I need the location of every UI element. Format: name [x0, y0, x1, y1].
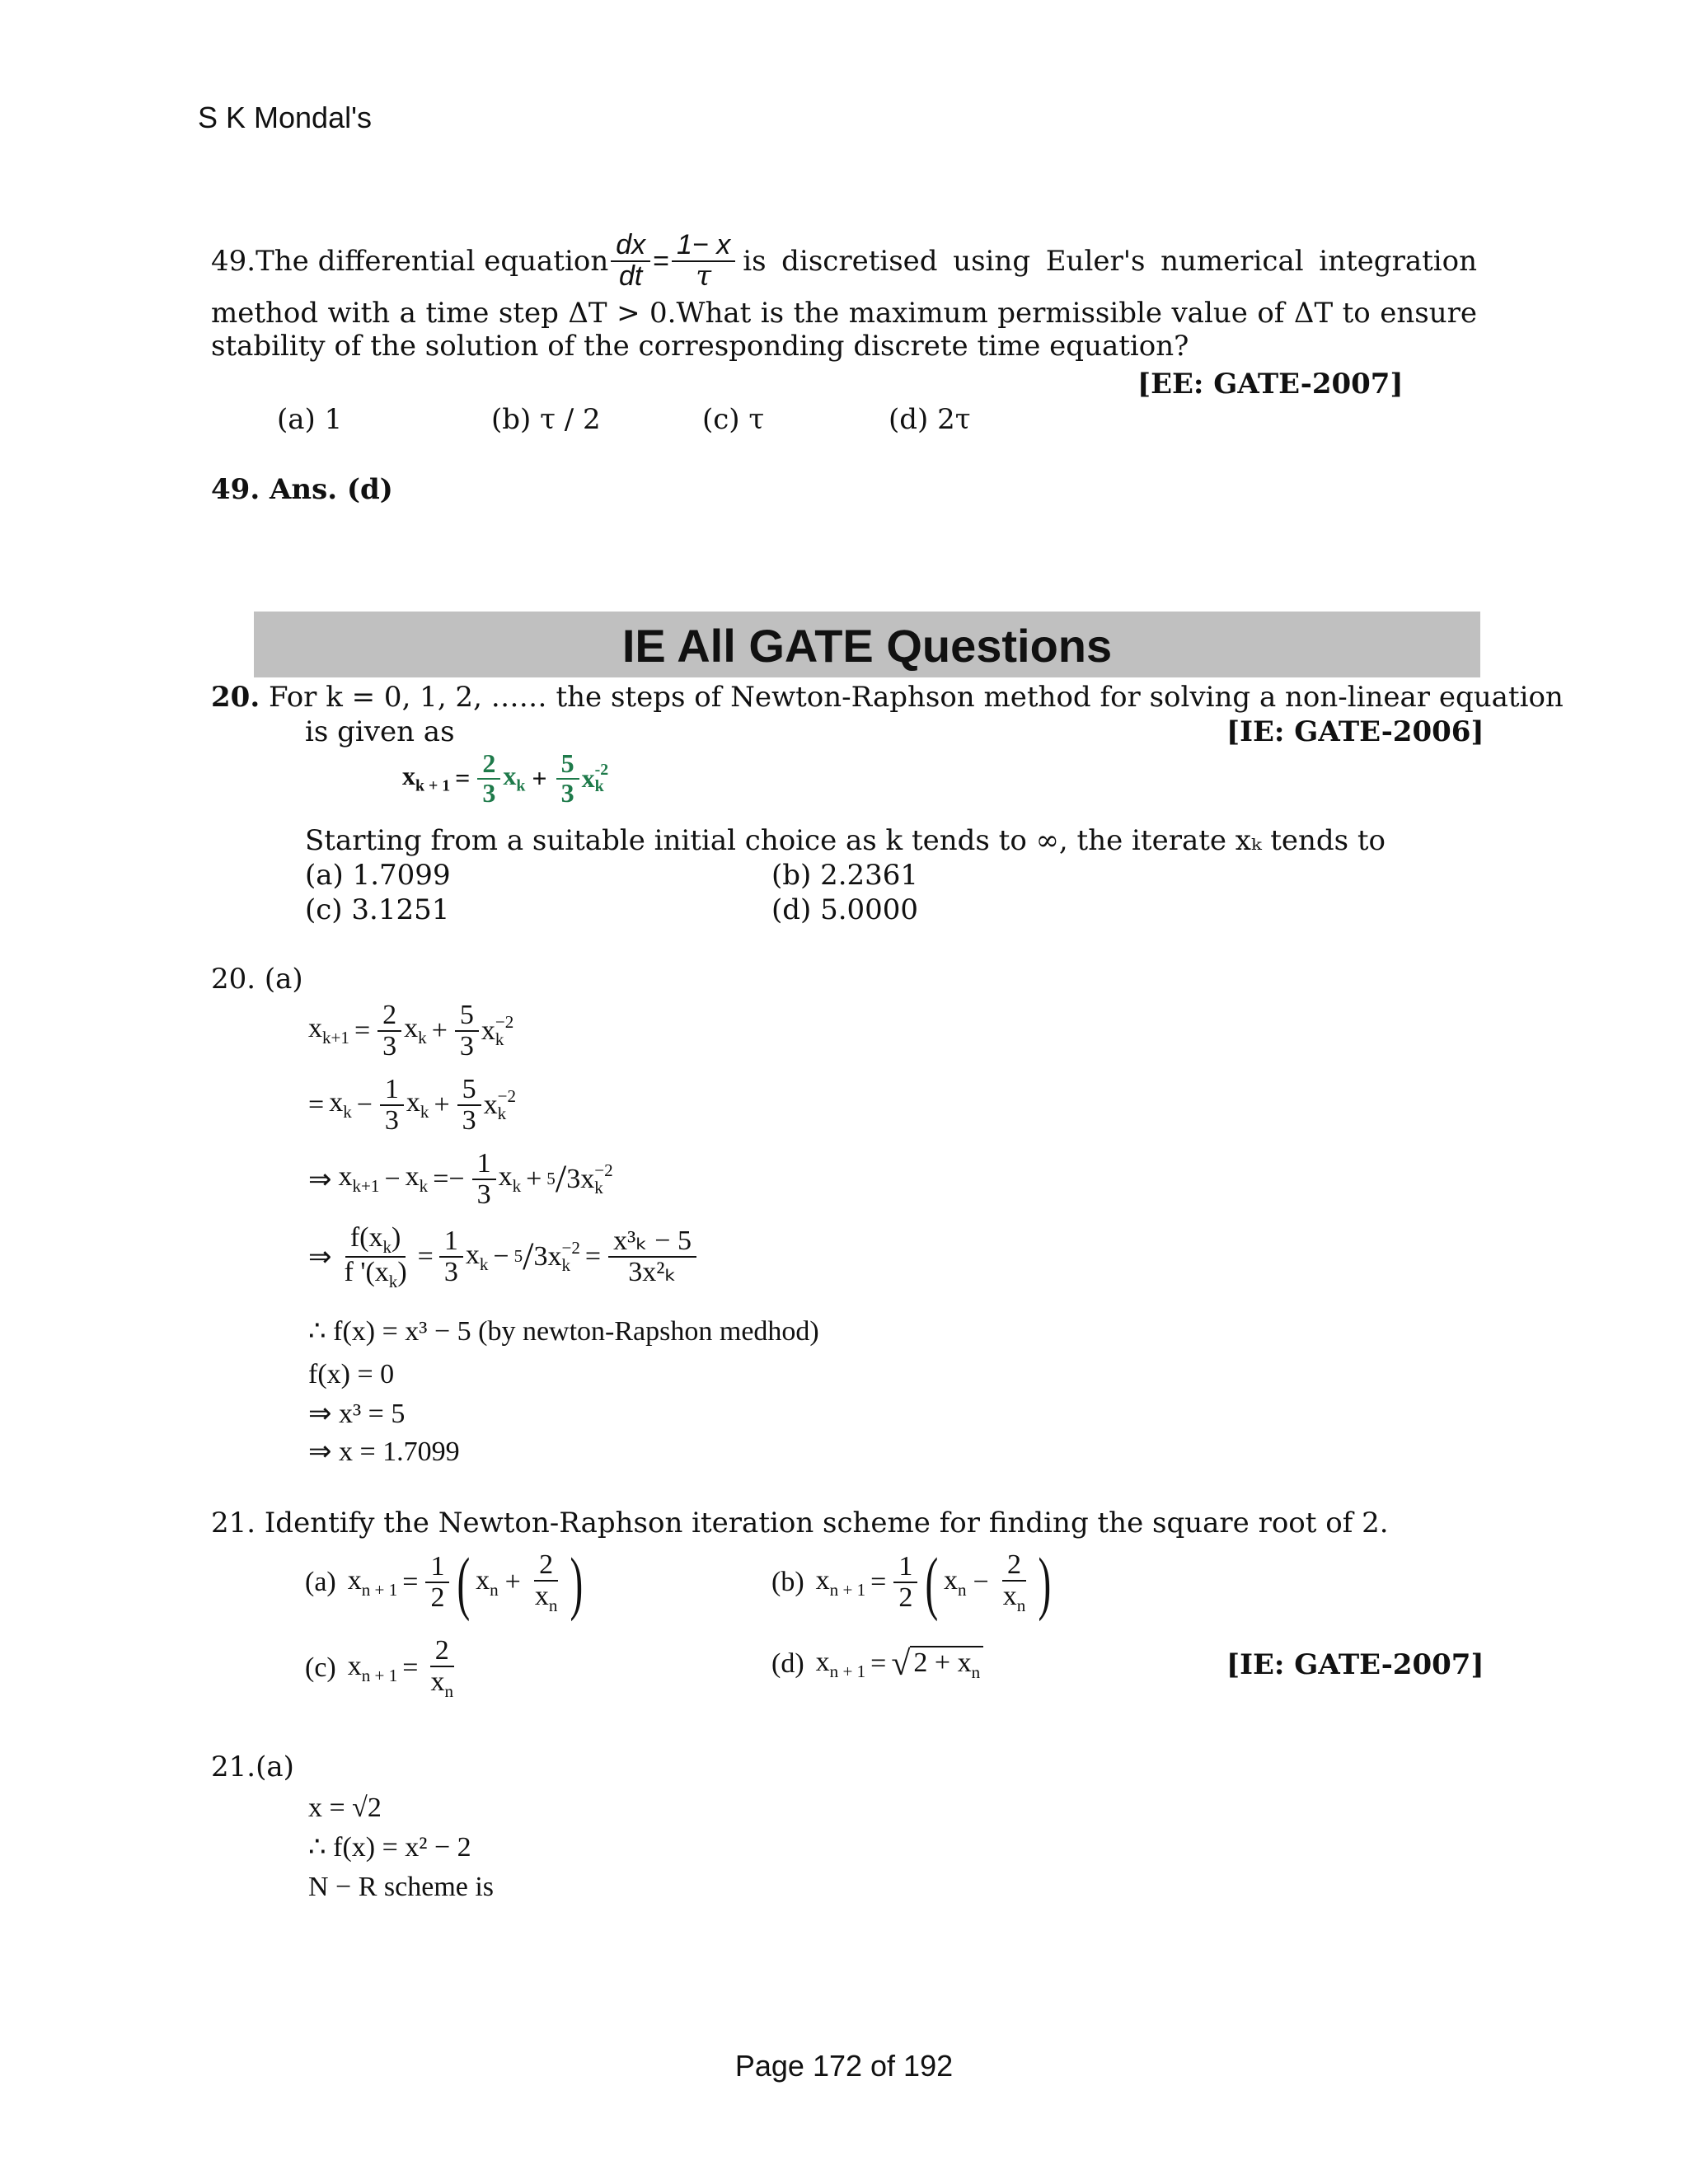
q20-text: For k = 0, 1, 2, …… the steps of Newton-Raphson method for solving a non-linear equation [268, 681, 1564, 714]
q20-formula-lhs: $x_{k + 1}$ [402, 761, 451, 795]
q49-line3: stability of the solution of the corresponding discrete time equation? [211, 330, 1189, 363]
header-author: S K Mondal's [198, 101, 372, 134]
q49-option-c: (c) τ [702, 403, 765, 436]
sol20-x: x [308, 1013, 322, 1044]
sol21-line2: ∴ f(x) = x² − 2 [308, 1832, 471, 1863]
q20-option-c: (c) 3.1251 [305, 893, 450, 926]
q49-equation [608, 231, 738, 291]
sol20-step3: ⇒ $x_{k+1}$ − $x_k$ =− $\frac{1}{3}$ $x_k$ + 5 / 3 x −2 k [308, 1148, 613, 1210]
q20-option-d: (d) 5.0000 [771, 893, 919, 926]
q49-rhs-den: τ [696, 260, 712, 293]
q49-option-b: (b) τ / 2 [491, 403, 601, 436]
sol20-line5: ∴ f(x) = x³ − 5 (by newton-Rapshon medhod) [308, 1316, 819, 1347]
q49-rhs-num: 1− x [672, 231, 735, 262]
q49-eq: = [653, 246, 669, 277]
q49-line2: method with a time step ΔT > 0.What is the maximum permissible value of ΔT to ensure [211, 297, 1477, 330]
q20-formula-t1: $x_k$ [503, 761, 526, 795]
sol20-line7: ⇒ x³ = 5 [308, 1399, 406, 1429]
q21-tag: [IE: GATE-2007] [1226, 1648, 1484, 1681]
q21-option-b: (b) $x_{n + 1}$ = $\frac{1}{2}$ ( $x_n$ − $\frac{2}{x_n}$ ) [771, 1543, 1052, 1622]
q49-option-d: (d) 2τ [889, 403, 971, 436]
q20-formula-c1-den: 3 [482, 777, 496, 808]
q49-pre: The differential equation [256, 245, 609, 278]
sol20-step1: $x_{k+1}$ = $\frac{2}{3}$ $x_k$ + $\frac{5}{3}$ x −2 k [308, 1000, 514, 1062]
q49-answer: 49. Ans. (d) [211, 473, 393, 506]
sol21-line1: x = √2 [308, 1793, 382, 1823]
q20-option-a: (a) 1.7099 [305, 859, 451, 892]
sol20-line6: f(x) = 0 [308, 1359, 395, 1390]
q20-formula-eq: = [455, 763, 471, 794]
q20-tag: [IE: GATE-2006] [1226, 715, 1484, 748]
sol20-step2: = $x_k$ − $\frac{1}{3}$ $x_k$ + $\frac{5}{3}$ x −2 k [308, 1074, 517, 1136]
q49-option-a: (a) 1 [277, 403, 343, 436]
question-49 [211, 229, 1477, 363]
section-title: IE All GATE Questions [621, 620, 1113, 672]
q21-option-d: (d) $x_{n + 1}$ = √ $2 + x_n$ [771, 1642, 983, 1686]
q20-formula-t2: x -2 k [581, 760, 609, 795]
q21-option-c: (c) $x_{n + 1}$ = $\frac{2}{x_n}$ [305, 1635, 453, 1701]
page-number: Page 172 of 192 [734, 2049, 954, 2083]
sol20-step4: ⇒ $\frac{f(x_k)}{f '(x_k)}$ = $\frac{1}{3}$ $x_k$ − 5 / 3 x −2 k = $\frac{\text{x³ₖ − 5}}{\text{3x²ₖ}}$ [308, 1223, 699, 1291]
sol21-line3: N − R scheme is [308, 1872, 495, 1902]
q21-text: 21. Identify the Newton-Raphson iteration scheme for finding the square root of 2. [211, 1507, 1389, 1540]
q20-line2: is given as [305, 715, 455, 748]
q49-number: 49. [211, 245, 256, 278]
q20-number: 20. [211, 681, 260, 714]
q49-lhs-num: dx [611, 231, 650, 262]
q20-formula-c2-den: 3 [560, 777, 574, 808]
q20-line1 [211, 681, 1564, 714]
q20-option-b: (b) 2.2361 [771, 859, 919, 892]
q20-formula-plus: + [532, 763, 547, 794]
q49-tag: [EE: GATE-2007] [1137, 368, 1404, 401]
q20-line3: Starting from a suitable initial choice as k tends to ∞, the iterate xₖ tends to [305, 824, 1386, 857]
q21-option-a: (a) $x_{n + 1}$ = $\frac{1}{2}$ ( $x_n$ + $\frac{2}{x_n}$ ) [305, 1543, 584, 1622]
q49-lhs-den: dt [619, 260, 643, 292]
q20-formula-c2-num: 5 [556, 750, 579, 780]
sol20-eq: = [354, 1015, 371, 1046]
sol20-line8: ⇒ x = 1.7099 [308, 1436, 460, 1467]
q20-formula [402, 750, 608, 807]
sol21-label: 21.(a) [211, 1750, 294, 1783]
sol20-label: 20. (a) [211, 963, 303, 996]
q49-post: is discretised using Euler's numerical integration [743, 245, 1477, 278]
q20-formula-c1-num: 2 [477, 750, 500, 780]
